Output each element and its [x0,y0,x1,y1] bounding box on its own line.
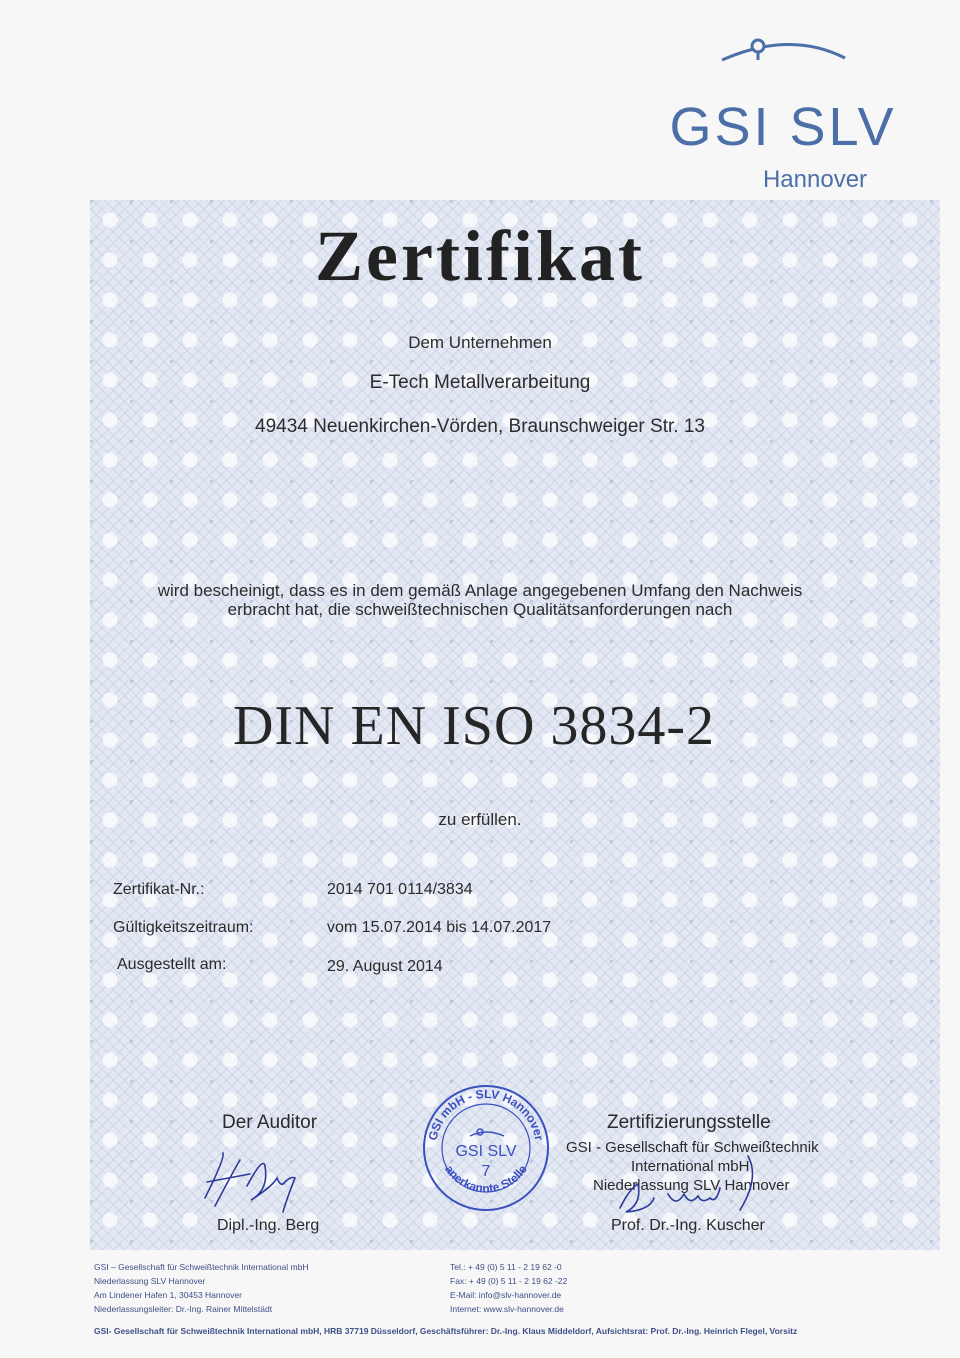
company-name: E-Tech Metallverarbeitung [369,372,591,393]
footer-fax: Fax: + 49 (0) 5 11 - 2 19 62 -22 [450,1276,568,1286]
footer-address-block [94,1260,308,1316]
certifier-name: Prof. Dr.-Ing. Kuscher [611,1217,765,1234]
statement-line-2: erbracht hat, die schweißtechnischen Qualitätsanforderungen nach [227,600,733,619]
certification-body-line-2: International mbH [631,1158,750,1175]
certification-body-title: Zertifizierungsstelle [607,1112,771,1133]
standard-name: DIN EN ISO 3834-2 [232,695,716,757]
footer-branch: Niederlassung SLV Hannover [94,1276,206,1286]
company-address: 49434 Neuenkirchen-Vörden, Braunschweiger Str. 13 [255,416,705,437]
auditor-name: Dipl.-Ing. Berg [217,1217,320,1234]
gsi-slv-logo [640,28,930,193]
validity-label: Gültigkeitszeitraum: [113,919,254,936]
statement-line-1: wird bescheinigt, dass es in dem gemäß Anlage angegebenen Umfang den Nachweis [157,581,803,600]
footer-manager: Niederlassungsleiter: Dr.-Ing. Rainer Mittelstädt [94,1304,273,1314]
certification-body-line-1: GSI - Gesellschaft für Schweißtechnik [566,1139,819,1156]
stamp-number: 7 [481,1163,491,1180]
footer-email: E-Mail: info@slv-hannover.de [450,1290,562,1300]
footer-legal-line: GSI- Gesellschaft für Schweißtechnik International mbH, HRB 37719 Düsseldorf, Geschäftsführer: Dr.-Ing. Klaus Middeldorf, Aufsichtsrat: Prof. Dr.-Ing. Heinrich Flegel, Vorsitz [94,1326,798,1336]
official-stamp [418,1080,554,1216]
intro-text: Dem Unternehmen [408,333,552,352]
issued-label: Ausgestellt am: [117,956,227,973]
footer-company: GSI – Gesellschaft für Schweißtechnik International mbH [94,1262,309,1272]
footer-street: Am Lindener Hafen 1, 30453 Hannover [94,1290,242,1300]
logo-city: Hannover [762,166,868,193]
certificate-number-label: Zertifikat-Nr.: [113,881,205,898]
validity-value: vom 15.07.2014 bis 14.07.2017 [327,919,552,936]
issued-value: 29. August 2014 [327,958,443,975]
stamp-center-text: GSI SLV [455,1143,517,1160]
certificate-number-value: 2014 701 0114/3834 [327,881,473,898]
footer-website: Internet: www.slv-hannover.de [450,1304,564,1314]
auditor-title: Der Auditor [222,1112,318,1133]
logo-text: GSI SLV [669,97,897,157]
stamp-top-text: GSI mbH - SLV Hannover [425,1086,547,1142]
stamp-bottom-text: anerkannte Stelle [442,1162,530,1196]
footer-phone: Tel.: + 49 (0) 5 11 - 2 19 62 -0 [450,1262,562,1272]
auditor-signature [195,1148,315,1218]
certificate-title: Zertifikat [315,216,645,296]
outro-text: zu erfüllen. [438,810,522,829]
svg-text:GSI mbH - SLV Hannover [426,1087,547,1142]
certification-body-line-3: Niederlassung SLV Hannover [593,1177,790,1194]
footer-contact-block [450,1260,567,1316]
